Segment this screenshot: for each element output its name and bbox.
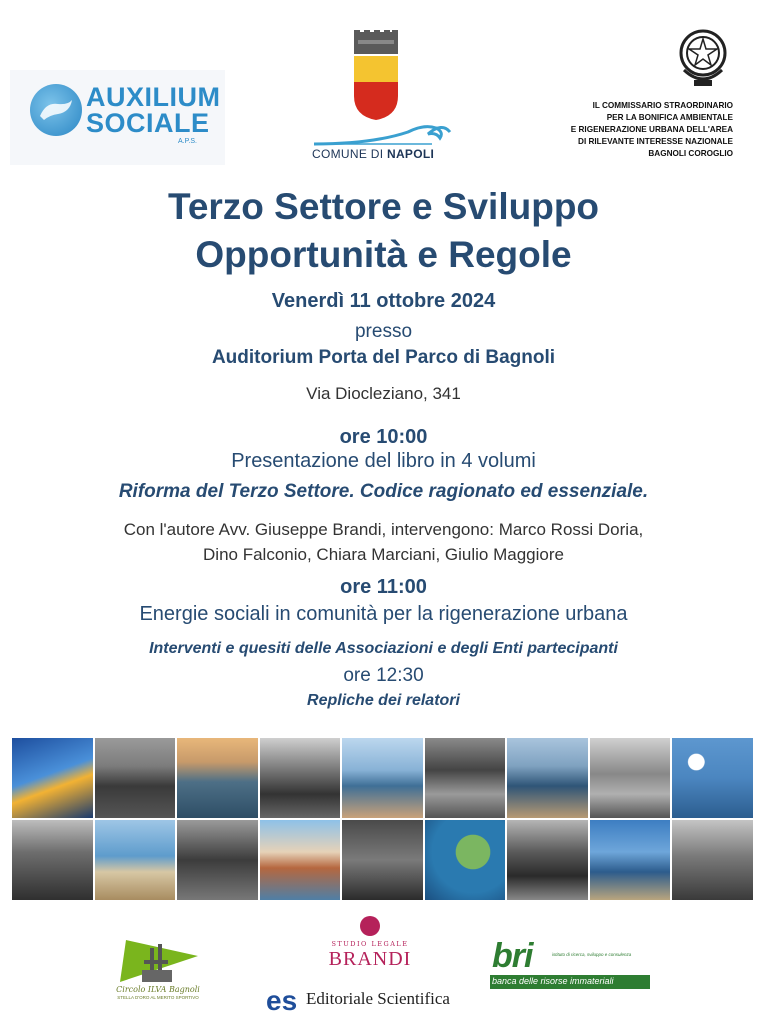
commissario-line: DI RILEVANTE INTERESSE NAZIONALE bbox=[578, 137, 733, 146]
commissario-line: BAGNOLI COROGLIO bbox=[648, 149, 733, 158]
photo-tile bbox=[590, 738, 671, 818]
ilva-name: Circolo ILVA Bagnoli bbox=[116, 985, 200, 994]
brandi-studio-legale: STUDIO LEGALE bbox=[331, 940, 409, 948]
photo-tile bbox=[507, 738, 588, 818]
event-title-line1: Terzo Settore e Sviluppo bbox=[167, 186, 600, 227]
photo-tile bbox=[177, 738, 258, 818]
book-presentation: Presentazione del libro in 4 volumi bbox=[231, 450, 536, 472]
venue-address: Via Diocleziano, 341 bbox=[306, 384, 461, 403]
napoli-crest-icon bbox=[348, 30, 404, 122]
commissario-line: PER LA BONIFICA AMBIENTALE bbox=[606, 113, 733, 122]
commissario-text bbox=[520, 100, 733, 160]
svg-text:es: es bbox=[266, 985, 298, 1016]
photo-tile bbox=[260, 820, 341, 900]
editoriale-scientifica-es-icon bbox=[266, 984, 302, 1016]
auxilium-aps: A.P.S. bbox=[178, 138, 197, 145]
time-1230: ore 12:30 bbox=[343, 665, 424, 686]
photo-tile bbox=[12, 820, 93, 900]
photo-tile bbox=[342, 820, 423, 900]
photo-tile bbox=[507, 820, 588, 900]
photo-tile bbox=[95, 820, 176, 900]
session-interventi: Interventi e quesiti delle Associazioni e degli Enti partecipanti bbox=[149, 640, 618, 657]
auxilium-name-line2: SOCIALE bbox=[86, 108, 210, 138]
venue-name: Auditorium Porta del Parco di Bagnoli bbox=[211, 347, 556, 368]
photo-tile bbox=[425, 820, 506, 900]
italian-republic-emblem-icon bbox=[676, 26, 730, 92]
speakers-line2: Dino Falconio, Chiara Marciani, Giulio Maggiore bbox=[203, 545, 564, 564]
brandi-name: BRANDI bbox=[328, 948, 412, 970]
comune-di-napoli-label: COMUNE DI NAPOLI bbox=[312, 147, 435, 161]
presso-label: presso bbox=[354, 321, 413, 342]
photo-tile bbox=[177, 820, 258, 900]
brandi-monogram-icon bbox=[360, 916, 380, 936]
speakers-line1: Con l'autore Avv. Giuseppe Brandi, intervengono: Marco Rossi Doria, bbox=[123, 520, 644, 539]
time-1100: ore 11:00 bbox=[340, 576, 427, 598]
auxilium-name-line1: AUXILIUM bbox=[86, 82, 221, 112]
photo-tile bbox=[342, 738, 423, 818]
bri-logo: bri bbox=[492, 937, 533, 975]
photo-tile bbox=[260, 738, 341, 818]
photo-tile bbox=[672, 738, 753, 818]
session-energie: Energie sociali in comunità per la rigenerazione urbana bbox=[139, 603, 628, 625]
time-1000: ore 10:00 bbox=[339, 426, 428, 448]
commissario-line: IL COMMISSARIO STRAORDINARIO bbox=[592, 101, 733, 110]
editoriale-scientifica-name: Editoriale Scientifica bbox=[306, 989, 450, 1008]
session-repliche: Repliche dei relatori bbox=[307, 692, 460, 709]
photo-tile bbox=[95, 738, 176, 818]
photo-tile bbox=[12, 738, 93, 818]
bri-band-text: banca delle risorse immateriali bbox=[492, 976, 614, 986]
auxilium-hand-icon bbox=[30, 84, 82, 136]
ilva-subtitle: STELLA D'ORO AL MERITO SPORTIVO bbox=[117, 995, 199, 1000]
event-title-line2: Opportunità e Regole bbox=[195, 234, 572, 275]
photo-collage bbox=[12, 738, 753, 900]
bri-tagline: istituto di ricerca, sviluppo e consulenza bbox=[552, 952, 632, 957]
photo-tile bbox=[590, 820, 671, 900]
event-date: Venerdì 11 ottobre 2024 bbox=[271, 290, 496, 312]
book-title: Riforma del Terzo Settore. Codice ragionato ed essenziale. bbox=[118, 481, 649, 502]
napoli-wave-icon bbox=[312, 118, 452, 148]
photo-tile bbox=[425, 738, 506, 818]
commissario-line: E RIGENERAZIONE URBANA DELL'AREA bbox=[570, 125, 733, 134]
photo-tile bbox=[672, 820, 753, 900]
